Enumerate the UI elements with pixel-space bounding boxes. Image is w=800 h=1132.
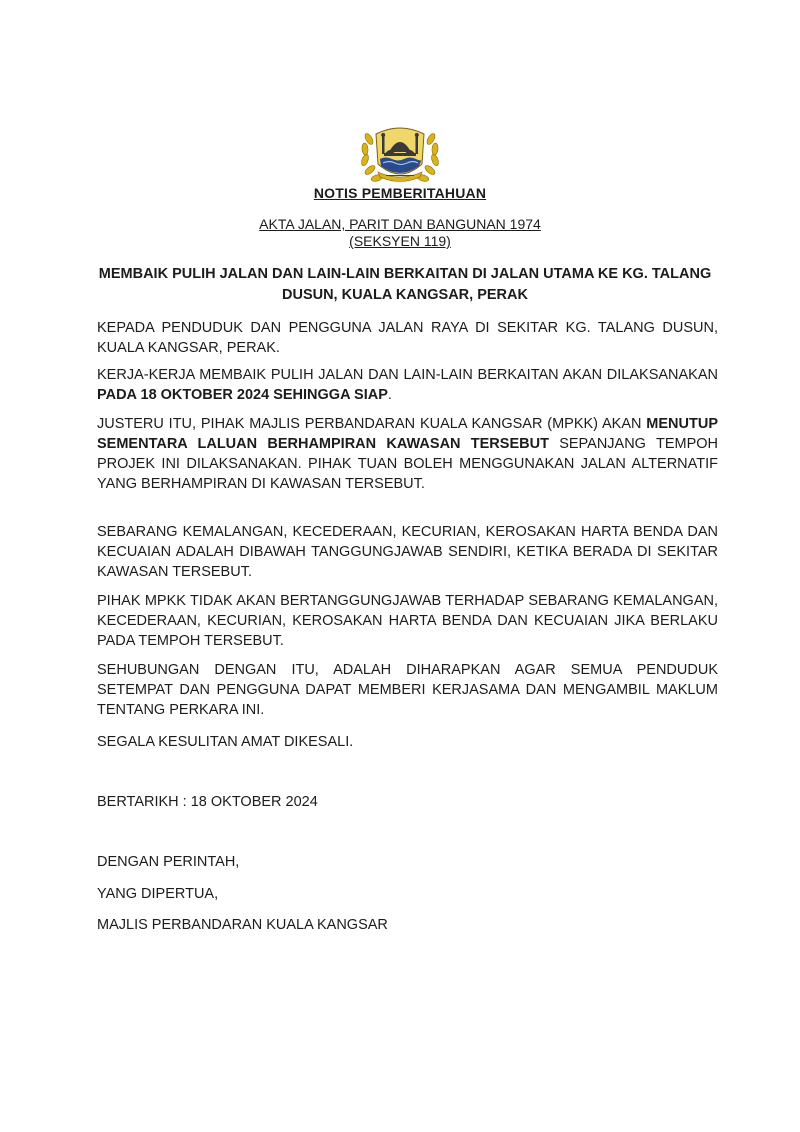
paragraph-road-closure-end: SEPANJANG TEMPOH PROJEK INI DILAKSANAKAN. PIHAK TUAN BOLEH MENGGUNAKAN JALAN ALTERNATIF YANG BERHAMPIRAN DI KAWASAN TERSEBUT. [97,436,719,492]
paragraph-road-closure-text: JUSTERU ITU, PIHAK MAJLIS PERBANDARAN KUALA KANGSAR (MPKK) AKAN [97,416,647,432]
signature-organization: MAJLIS PERBANDARAN KUALA KANGSAR [97,917,388,933]
paragraph-liability-disclaimer: PIHAK MPKK TIDAK AKAN BERTANGGUNGJAWAB TERHADAP SEBARANG KEMALANGAN, KECEDERAAN, KECURIAN, KEROSAKAN HARTA BENDA DAN KECUAIAN JIKA BERLAKU PADA TEMPOH TERSEBUT. [97,593,718,649]
paragraph-work-schedule-end: . [387,387,392,403]
notice-date: BERTARIKH : 18 OKTOBER 2024 [97,794,318,810]
notice-title: NOTIS PEMBERITAHUAN [313,185,487,201]
road-closure-emphasis: MENUTUP SEMENTARA LALUAN BERHAMPIRAN KAWASAN TERSEBUT [97,416,718,452]
municipal-crest-icon [356,120,444,186]
paragraph-own-responsibility: SEBARANG KEMALANGAN, KECEDERAAN, KECURIAN, KEROSAKAN HARTA BENDA DAN KECUAIAN ADALAH DIBAWAH TANGGUNGJAWAB SENDIRI, KETIKA BERADA DI SEKITAR KAWASAN TERSEBUT. [97,524,718,580]
act-section: (SEKSYEN 119) [349,233,451,249]
notice-heading: MEMBAIK PULIH JALAN DAN LAIN-LAIN BERKAITAN DI JALAN UTAMA KE KG. TALANG DUSUN, KUALA KANGSAR, PERAK [98,266,712,303]
signature-order: DENGAN PERINTAH, [97,854,240,870]
paragraph-cooperation: SEHUBUNGAN DENGAN ITU, ADALAH DIHARAPKAN AGAR SEMUA PENDUDUK SETEMPAT DAN PENGGUNA DAPAT MEMBERI KERJASAMA DAN MENGAMBIL MAKLUM TENTANG PERKARA INI. [97,662,718,718]
paragraph-work-schedule-text: KERJA-KERJA MEMBAIK PULIH JALAN DAN LAIN-LAIN BERKAITAN AKAN DILAKSANAKAN [97,367,718,383]
paragraph-recipients: KEPADA PENDUDUK DAN PENGGUNA JALAN RAYA DI SEKITAR KG. TALANG DUSUN, KUALA KANGSAR, PERAK. [97,320,718,356]
signature-title: YANG DIPERTUA, [97,886,219,902]
act-reference [0,216,800,250]
paragraph-apology: SEGALA KESULITAN AMAT DIKESALI. [97,734,354,750]
paragraph-road-closure [97,414,718,494]
paragraph-work-schedule [97,365,718,405]
work-schedule-date: PADA 18 OKTOBER 2024 SEHINGGA SIAP [97,387,388,403]
act-name: AKTA JALAN, PARIT DAN BANGUNAN 1974 [259,216,541,232]
